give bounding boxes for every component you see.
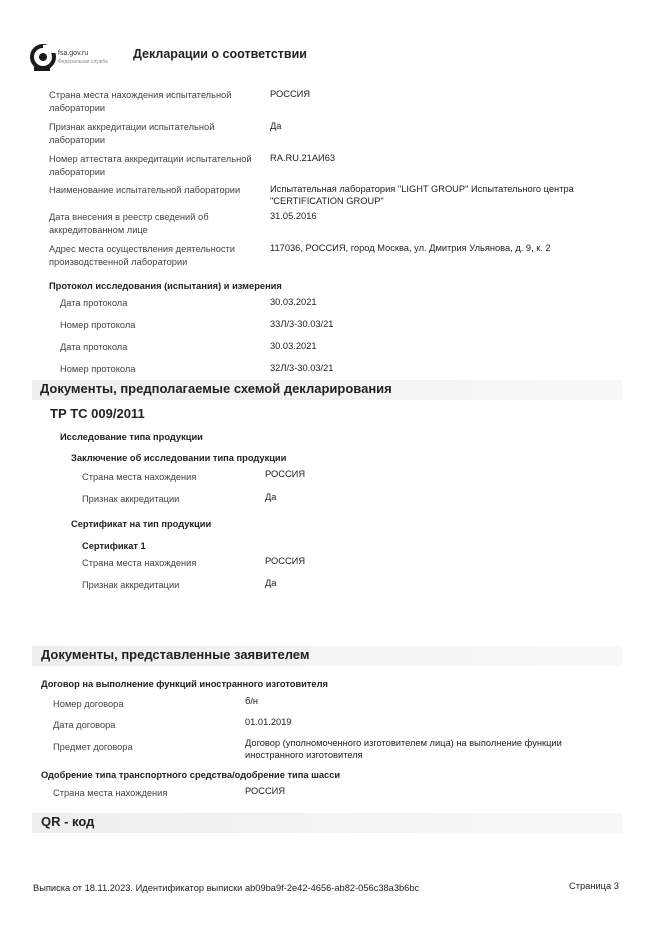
lab-row-value: Да bbox=[270, 121, 282, 131]
section-applicant-docs bbox=[32, 646, 622, 666]
protocol-row-value: 30.03.2021 bbox=[270, 341, 317, 351]
lab-row-label: Признак аккредитации испытательной лаборатории bbox=[49, 122, 215, 145]
protocols-heading: Протокол исследования (испытания) и измерения bbox=[49, 281, 282, 291]
protocol-row-value: 33Л/3-30.03/21 bbox=[270, 319, 334, 329]
cert-heading: Сертификат 1 bbox=[82, 541, 146, 551]
lab-row-value: RA.RU.21АИ63 bbox=[270, 153, 336, 163]
cert-row-value: РОССИЯ bbox=[265, 556, 306, 566]
protocol-row-label: Номер протокола bbox=[60, 364, 136, 374]
footer-extract: Выписка от 18.11.2023. Идентификатор выписки ab09ba9f-2e42-4656-ab82-056c38a3b6bc bbox=[33, 883, 420, 893]
lab-row-label: Дата внесения в реестр сведений об аккредитованном лице bbox=[49, 212, 209, 235]
contract-heading: Договор на выполнение функций иностранного изготовителя bbox=[41, 679, 328, 689]
protocol-row-value: 30.03.2021 bbox=[270, 297, 317, 307]
contract-row-value: Договор (уполномоченного изготовителем лица) на выполнение функции иностранного изготовителя bbox=[245, 738, 562, 760]
conclusion-row-label: Признак аккредитации bbox=[82, 494, 180, 504]
protocol-row-label: Дата протокола bbox=[60, 342, 128, 352]
lab-row-label: Наименование испытательной лаборатории bbox=[49, 185, 241, 195]
conclusion-heading: Заключение об исследовании типа продукции bbox=[71, 453, 287, 463]
contract-row-value: 01.01.2019 bbox=[245, 717, 292, 727]
approval-row-value: РОССИЯ bbox=[245, 786, 286, 796]
fsa-logo-icon bbox=[30, 42, 58, 72]
lab-row-value: 31.05.2016 bbox=[270, 211, 317, 221]
section-title: QR - код bbox=[41, 814, 95, 829]
cert-type-heading: Сертификат на тип продукции bbox=[71, 519, 212, 529]
cert-row-label: Страна места нахождения bbox=[82, 558, 197, 568]
section-qr bbox=[32, 813, 622, 833]
conclusion-row-label: Страна места нахождения bbox=[82, 472, 197, 482]
tr-title: ТР ТС 009/2011 bbox=[50, 406, 145, 421]
approval-row-label: Страна места нахождения bbox=[53, 788, 168, 798]
contract-row-label: Предмет договора bbox=[53, 742, 133, 752]
contract-row-label: Дата договора bbox=[53, 720, 116, 730]
logo-subtext: Федеральная служба bbox=[58, 59, 108, 65]
lab-row-label: Адрес места осуществления деятельности производственной лаборатории bbox=[49, 244, 235, 267]
page-title: Декларации о соответствии bbox=[133, 47, 307, 61]
conclusion-row-value: РОССИЯ bbox=[265, 469, 306, 479]
logo-text: fsa.gov.ru bbox=[58, 50, 89, 57]
footer-page: Страница 3 bbox=[569, 881, 619, 891]
fsa-logo bbox=[30, 42, 140, 74]
approval-heading: Одобрение типа транспортного средства/одобрение типа шасси bbox=[41, 770, 341, 780]
cert-row-label: Признак аккредитации bbox=[82, 580, 180, 590]
lab-row-label: Страна места нахождения испытательной лаборатории bbox=[49, 90, 232, 113]
contract-row-label: Номер договора bbox=[53, 699, 124, 709]
conclusion-row-value: Да bbox=[265, 492, 277, 502]
section-scheme-docs bbox=[32, 380, 622, 400]
cert-row-value: Да bbox=[265, 578, 277, 588]
contract-row-value: б/н bbox=[245, 696, 259, 706]
lab-row-value: Испытательная лаборатория "LIGHT GROUP" Испытательного центра "CERTIFICATION GROUP" bbox=[270, 184, 574, 206]
section-title: Документы, предполагаемые схемой декларирования bbox=[40, 381, 392, 396]
lab-row-label: Номер аттестата аккредитации испытательной лаборатории bbox=[49, 154, 252, 177]
lab-row-value: РОССИЯ bbox=[270, 89, 311, 99]
protocol-row-label: Номер протокола bbox=[60, 320, 136, 330]
section-title: Документы, представленные заявителем bbox=[41, 647, 310, 662]
research-heading: Исследование типа продукции bbox=[60, 432, 203, 442]
protocol-row-label: Дата протокола bbox=[60, 298, 128, 308]
protocol-row-value: 32Л/3-30.03/21 bbox=[270, 363, 334, 373]
lab-row-value: 117036, РОССИЯ, город Москва, ул. Дмитрия Ульянова, д. 9, к. 2 bbox=[270, 243, 551, 253]
